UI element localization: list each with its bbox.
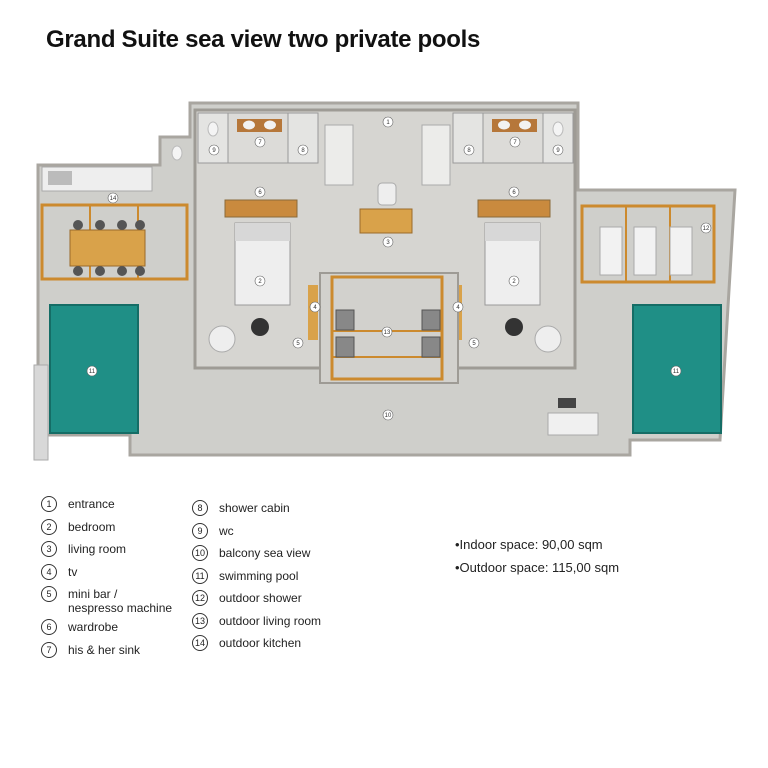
svg-text:9: 9 <box>212 148 216 154</box>
svg-text:2: 2 <box>258 279 262 285</box>
legend-number: 13 <box>192 613 208 629</box>
legend-number: 4 <box>41 564 57 580</box>
legend-number: 1 <box>41 496 57 512</box>
svg-text:7: 7 <box>258 140 262 146</box>
svg-text:4: 4 <box>313 305 317 311</box>
legend-label: wardrobe <box>68 620 119 634</box>
svg-text:6: 6 <box>512 190 516 196</box>
legend-number: 2 <box>41 519 57 535</box>
svg-text:4: 4 <box>456 305 460 311</box>
legend-label: shower cabin <box>219 501 290 515</box>
legend-number: 12 <box>192 590 208 606</box>
legend-number: 5 <box>41 586 57 602</box>
legend-label: his & her sink <box>68 642 141 657</box>
legend-label: outdoor shower <box>219 591 302 605</box>
legend-label: entrance <box>68 497 115 511</box>
svg-text:2: 2 <box>512 279 516 285</box>
legend-label: bedroom <box>68 519 116 534</box>
svg-text:11: 11 <box>88 369 96 375</box>
legend-label: balcony sea view <box>219 546 311 560</box>
legend-label: outdoor kitchen <box>219 636 302 650</box>
legend-number: 3 <box>41 541 57 557</box>
svg-text:3: 3 <box>386 240 390 246</box>
legend-number: 7 <box>41 642 57 658</box>
svg-text:9: 9 <box>556 148 560 154</box>
legend-label: wc <box>219 523 234 538</box>
svg-text:6: 6 <box>258 190 262 196</box>
legend-label: living room <box>68 542 127 556</box>
legend-number: 11 <box>192 568 208 584</box>
svg-text:5: 5 <box>296 341 300 347</box>
legend-label <box>68 587 172 615</box>
svg-text:1: 1 <box>386 120 390 126</box>
legend-label-line: mini bar / <box>68 587 118 601</box>
svg-text:12: 12 <box>702 226 710 232</box>
space-summary <box>455 537 619 582</box>
outdoor-space-text: •Outdoor space: 115,00 sqm <box>455 559 620 575</box>
legend-label-line: nespresso machine <box>68 601 173 615</box>
legend-label: outdoor living room <box>219 613 322 628</box>
legend-label: swimming pool <box>219 568 299 583</box>
svg-text:14: 14 <box>109 196 117 202</box>
floor-plan <box>30 95 745 465</box>
legend-label: tv <box>68 564 78 579</box>
legend-number: 14 <box>192 635 208 651</box>
legend-number: 8 <box>192 500 208 516</box>
svg-text:5: 5 <box>472 341 476 347</box>
legend-number: 10 <box>192 545 208 561</box>
page-title: Grand Suite sea view two private pools <box>46 26 481 53</box>
indoor-space-text: •Indoor space: 90,00 sqm <box>455 537 603 552</box>
legend-number: 6 <box>41 619 57 635</box>
svg-text:7: 7 <box>513 140 517 146</box>
svg-text:11: 11 <box>672 369 680 375</box>
legend-number: 9 <box>192 523 208 539</box>
svg-text:8: 8 <box>467 148 471 154</box>
svg-text:13: 13 <box>383 330 391 336</box>
svg-text:10: 10 <box>384 413 392 419</box>
svg-text:8: 8 <box>301 148 305 154</box>
